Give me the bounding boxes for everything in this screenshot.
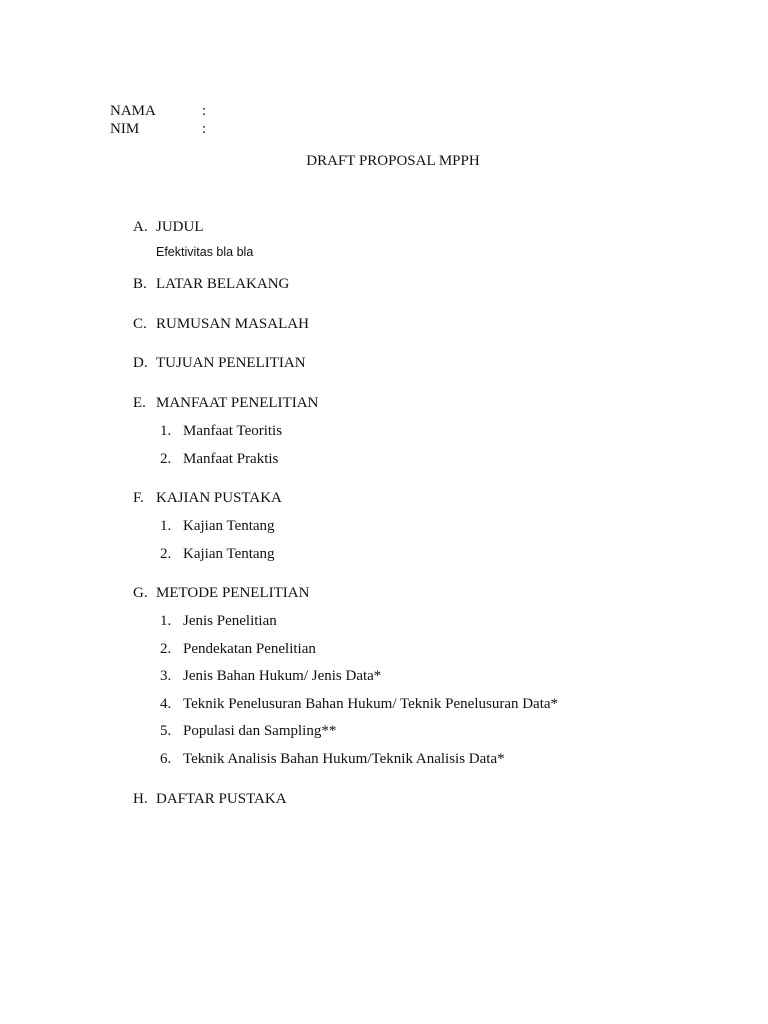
page-title: DRAFT PROPOSAL MPPH: [306, 153, 480, 169]
section-heading: METODE PENELITIAN: [156, 585, 310, 601]
list-number: 1.: [160, 613, 172, 629]
list-item: Teknik Analisis Bahan Hukum/Teknik Analisis Data*: [183, 751, 505, 767]
section-heading: DAFTAR PUSTAKA: [156, 791, 287, 807]
list-number: 1.: [160, 518, 172, 534]
list-item: Jenis Penelitian: [183, 613, 277, 629]
section-heading: JUDUL: [156, 219, 204, 235]
list-item: Kajian Tentang: [183, 518, 275, 534]
list-item: Populasi dan Sampling**: [183, 723, 337, 739]
section-heading: TUJUAN PENELITIAN: [156, 355, 306, 371]
section-letter: G.: [133, 585, 148, 601]
list-item: Manfaat Teoritis: [183, 423, 283, 439]
list-number: 6.: [160, 751, 172, 767]
section-letter: E.: [133, 395, 146, 411]
section-letter: C.: [133, 316, 147, 332]
section-heading: RUMUSAN MASALAH: [156, 316, 309, 332]
list-item: Manfaat Praktis: [183, 451, 279, 467]
section-note: Efektivitas bla bla: [156, 245, 254, 259]
list-number: 2.: [160, 546, 172, 562]
nim-colon: :: [202, 121, 207, 137]
nama-colon: :: [202, 103, 207, 119]
section-heading: KAJIAN PUSTAKA: [156, 490, 282, 506]
list-item: Teknik Penelusuran Bahan Hukum/ Teknik Penelusuran Data*: [183, 696, 559, 712]
section-heading: LATAR BELAKANG: [156, 276, 290, 292]
section-letter: A.: [133, 219, 148, 235]
list-number: 4.: [160, 696, 172, 712]
section-letter: F.: [133, 490, 144, 506]
section-letter: B.: [133, 276, 147, 292]
list-item: Pendekatan Penelitian: [183, 641, 316, 657]
list-item: Jenis Bahan Hukum/ Jenis Data*: [183, 668, 382, 684]
section-letter: D.: [133, 355, 148, 371]
nama-label: NAMA: [110, 103, 156, 119]
list-number: 2.: [160, 451, 172, 467]
list-number: 3.: [160, 668, 172, 684]
nim-label: NIM: [110, 121, 140, 137]
list-number: 2.: [160, 641, 172, 657]
section-heading: MANFAAT PENELITIAN: [156, 395, 319, 411]
section-letter: H.: [133, 791, 148, 807]
list-item: Kajian Tentang: [183, 546, 275, 562]
list-number: 1.: [160, 423, 172, 439]
list-number: 5.: [160, 723, 172, 739]
